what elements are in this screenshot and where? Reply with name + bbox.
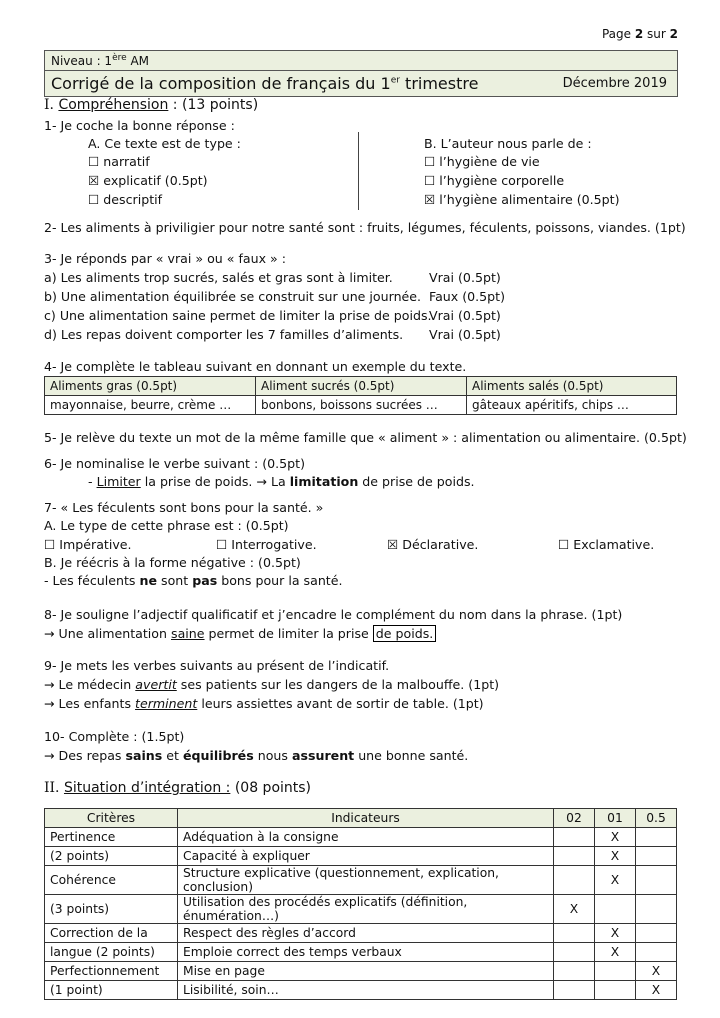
q3-intro: 3- Je réponds par « vrai » ou « faux » : [44,251,287,266]
q9-answer: → Les enfants terminent leurs assiettes avant de sortir de table. (1pt) [44,696,484,711]
table-cell: gâteaux apéritifs, chips … [467,396,677,415]
q7-b-title: B. Je réécris à la forme négative : (0.5pt) [44,555,301,570]
score-05 [636,895,677,924]
criterion: Correction de la [45,924,178,943]
indicator: Emploie correct des temps verbaux [178,943,554,962]
score-01 [595,962,636,981]
score-01: X [595,828,636,847]
document-date: Décembre 2019 [562,76,667,91]
table-row [45,828,677,847]
grid-header: 0.5 [636,809,677,828]
table-header: Aliments salés (0.5pt) [467,377,677,396]
q1-a-option: ☐ descriptif [88,192,163,207]
criterion: langue (2 points) [45,943,178,962]
table-header: Aliment sucrés (0.5pt) [256,377,467,396]
grid-header: Critères [45,809,178,828]
score-01: X [595,866,636,895]
indicator: Adéquation à la consigne [178,828,554,847]
grading-grid [44,808,677,1000]
q1-b-option: ☐ l’hygiène corporelle [424,173,565,188]
score-05: X [636,981,677,1000]
q1-intro: 1- Je coche la bonne réponse : [44,118,235,133]
score-01: X [595,924,636,943]
indicator: Capacité à expliquer [178,847,554,866]
table-row [45,895,677,924]
q3-statement: d) Les repas doivent comporter les 7 familles d’aliments. [44,327,404,342]
q5-answer: 5- Je relève du texte un mot de la même famille que « aliment » : alimentation ou alimentaire. (0.5pt) [44,430,687,445]
indicator: Structure explicative (questionnement, explication, conclusion) [178,866,554,895]
q3-answer: Vrai (0.5pt) [429,270,501,285]
score-02 [554,866,595,895]
q7-a-title: A. Le type de cette phrase est : (0.5pt) [44,518,289,533]
indicator: Respect des règles d’accord [178,924,554,943]
indicator: Utilisation des procédés explicatifs (définition, énumération…) [178,895,554,924]
q9-intro: 9- Je mets les verbes suivants au présent de l’indicatif. [44,658,390,673]
score-05 [636,866,677,895]
score-01: X [595,943,636,962]
q3-statement: c) Une alimentation saine permet de limiter la prise de poids. [44,308,432,323]
criterion: (1 point) [45,981,178,1000]
q7-intro: 7- « Les féculents sont bons pour la santé. » [44,500,324,515]
table-header: Aliments gras (0.5pt) [45,377,256,396]
grid-header: 02 [554,809,595,828]
q1-a-option: ☐ narratif [88,154,150,169]
score-05 [636,828,677,847]
grid-header: 01 [595,809,636,828]
q10-intro: 10- Complète : (1.5pt) [44,729,185,744]
q3-answer: Faux (0.5pt) [429,289,506,304]
table-row [45,866,677,895]
criterion: Perfectionnement [45,962,178,981]
score-02 [554,924,595,943]
q6-answer: - Limiter la prise de poids. → La limitation de prise de poids. [88,474,475,489]
table-row [45,847,677,866]
table-row [45,924,677,943]
q3-statement: a) Les aliments trop sucrés, salés et gras sont à limiter. [44,270,393,285]
q1-b-option: ☐ l’hygiène de vie [424,154,540,169]
level-label: Niveau : 1ère AM [51,53,150,68]
header-box [44,50,678,97]
q1-b-option: ☒ l’hygiène alimentaire (0.5pt) [424,192,620,207]
table-row [45,962,677,981]
score-01 [595,981,636,1000]
q1-b-title: B. L’auteur nous parle de : [424,136,592,151]
q7-option: ☐ Impérative. [44,537,132,552]
q1-a-option: ☒ explicatif (0.5pt) [88,173,208,188]
table-cell: bonbons, boissons sucrées … [256,396,467,415]
q3-statement: b) Une alimentation équilibrée se construit sur une journée. [44,289,422,304]
score-02: X [554,895,595,924]
q7-b-answer: - Les féculents ne sont pas bons pour la santé. [44,573,343,588]
score-05: X [636,962,677,981]
q6-intro: 6- Je nominalise le verbe suivant : (0.5pt) [44,456,306,471]
section-integration-title: II. Situation d’intégration : (08 points) [44,780,312,796]
q3-answer: Vrai (0.5pt) [429,308,501,323]
section-comprehension-title: I. Compréhension : (13 points) [44,97,259,113]
q7-option: ☐ Interrogative. [216,537,317,552]
document-title: Corrigé de la composition de français du 1er trimestre [51,74,479,93]
q1-a-title: A. Ce texte est de type : [88,136,241,151]
score-05 [636,943,677,962]
page-number: Page 2 sur 2 [601,27,678,41]
q8-answer: → Une alimentation saine permet de limiter la prise de poids. [44,626,436,641]
criterion: Pertinence [45,828,178,847]
table-row [45,981,677,1000]
score-02 [554,943,595,962]
q8-intro: 8- Je souligne l’adjectif qualificatif et j’encadre le complément du nom dans la phrase. (1pt) [44,607,623,622]
score-02 [554,981,595,1000]
score-05 [636,924,677,943]
q7-option: ☐ Exclamative. [558,537,655,552]
criterion: (2 points) [45,847,178,866]
score-01 [595,895,636,924]
column-divider [358,132,359,210]
q2-answer: 2- Les aliments à priviligier pour notre santé sont : fruits, légumes, féculents, poissons, viandes. (1pt) [44,220,686,235]
q4-intro: 4- Je complète le tableau suivant en donnant un exemple du texte. [44,359,467,374]
score-02 [554,847,595,866]
q10-answer: → Des repas sains et équilibrés nous assurent une bonne santé. [44,748,469,763]
q9-answer: → Le médecin avertit ses patients sur les dangers de la malbouffe. (1pt) [44,677,500,692]
q7-option: ☒ Déclarative. [387,537,479,552]
indicator: Lisibilité, soin… [178,981,554,1000]
grid-header: Indicateurs [178,809,554,828]
criterion: (3 points) [45,895,178,924]
score-01: X [595,847,636,866]
food-examples-table [44,376,677,415]
table-row [45,943,677,962]
indicator: Mise en page [178,962,554,981]
table-cell: mayonnaise, beurre, crème … [45,396,256,415]
criterion: Cohérence [45,866,178,895]
score-02 [554,828,595,847]
q3-answer: Vrai (0.5pt) [429,327,501,342]
score-05 [636,847,677,866]
score-02 [554,962,595,981]
